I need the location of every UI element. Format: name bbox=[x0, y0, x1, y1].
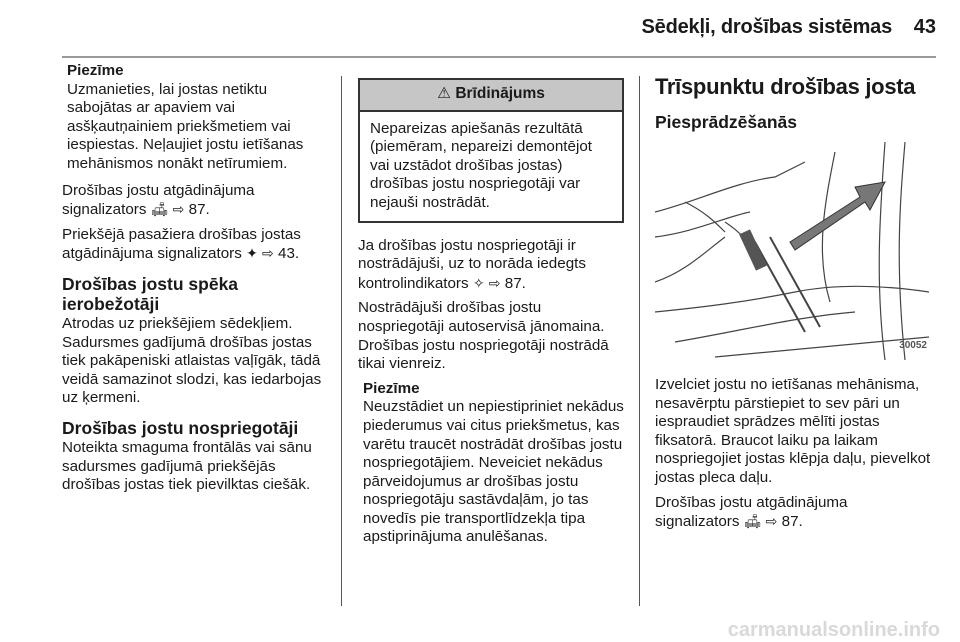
section-heading-three-point-belt: Trīspunktu drošības josta bbox=[655, 74, 916, 99]
seatbelt-fastening-drawing bbox=[655, 142, 929, 360]
page-reference-arrow-icon: ⇨ bbox=[488, 274, 501, 291]
paragraph: Nostrādājuši drošības jostu nospriegotāji autoservisā jānomaina. Drošības jostu nospriegotāji nostrādā tikai vienreiz. bbox=[358, 299, 609, 373]
passenger-seatbelt-reminder-icon: ✦ bbox=[246, 245, 258, 262]
header-rule bbox=[62, 56, 936, 58]
paragraph bbox=[62, 226, 328, 264]
note-title: Piezīme bbox=[363, 379, 420, 397]
column-divider bbox=[639, 76, 640, 606]
warning-box bbox=[358, 78, 624, 223]
warning-text: Nepareizas apiešanās rezultātā (piemēram, nepareizi demontējot vai uzstādot drošības jostas) drošības jostu nospriegotāji var nejauši nostrādāt. bbox=[370, 119, 593, 211]
note-block bbox=[62, 62, 328, 174]
page-reference-arrow-icon: ⇨ bbox=[172, 201, 185, 218]
page-reference[interactable]: 87. bbox=[781, 513, 803, 531]
column-2 bbox=[358, 78, 624, 555]
paragraph-text: Ja drošības jostu nospriegotāji ir nostrādājuši, uz to norāda iedegts kontrolindikators bbox=[358, 236, 586, 292]
column-3 bbox=[655, 62, 935, 538]
section-heading-pretensioners: Drošības jostu nospriegotāji bbox=[62, 417, 299, 438]
page-number: 43 bbox=[913, 16, 936, 38]
watermark: carmanualsonline.info bbox=[727, 619, 940, 641]
paragraph bbox=[62, 182, 328, 220]
page-reference-arrow-icon: ⇨ bbox=[765, 513, 778, 530]
page-reference[interactable]: 87. bbox=[504, 274, 526, 292]
note-text: Neuzstādiet un nepiestipriniet nekādus piederumus vai citus priekšmetus, kas varētu traucēt nostrādāt drošības jostu nospriegotājiem. Neveiciet nekādus pārveidojumus ar drošības jostu nospriegotāju sastāvdaļām, jo tas novedīs pie transportlīdzekļa tipa apstiprinājuma anulēšanas. bbox=[363, 398, 624, 546]
page-reference[interactable]: 87. bbox=[188, 201, 210, 219]
note-title: Piezīme bbox=[67, 62, 124, 79]
note-block bbox=[358, 380, 624, 547]
section-heading-limiters: Drošības jostu spēka ierobežotāji bbox=[62, 273, 239, 314]
page-reference-arrow-icon: ⇨ bbox=[262, 245, 274, 262]
paragraph: Atrodas uz priekšējiem sēdekļiem. Sadursmes gadījumā drošības jostas tiek pakāpeniski atlaistas vaļīgāk, tādā veidā samazinot slodzi, kas iedarbojas uz ķermeni. bbox=[62, 314, 322, 407]
warning-title: Brīdinājums bbox=[455, 85, 545, 102]
running-head: Sēdekļi, drošības sistēmas bbox=[641, 16, 892, 38]
figure-number: 30052 bbox=[899, 340, 927, 352]
paragraph-text: Priekšējā pasažiera drošības jostas atgādinājuma signalizators bbox=[62, 225, 301, 263]
note-text: Uzmanieties, lai jostas netiktu sabojātas ar apaviem vai asšķautņainiem priekšmetiem vai iespiestas. Neļaujiet jostu ietīšanas mehānismos nonākt netīrumiem. bbox=[67, 80, 304, 172]
paragraph-text: Drošības jostu atgādinājuma signalizators bbox=[62, 181, 255, 219]
warning-triangle-icon: ⚠ bbox=[437, 85, 451, 102]
column-divider bbox=[341, 76, 342, 606]
paragraph bbox=[358, 237, 624, 294]
belt-tensioner-indicator-icon: ✧ bbox=[472, 274, 485, 291]
paragraph: Noteikta smaguma frontālās vai sānu sadursmes gadījumā priekšējās drošības jostas tiek pievilktas ciešāk. bbox=[62, 438, 312, 494]
seatbelt-illustration bbox=[655, 142, 929, 360]
seatbelt-reminder-icon: 🛋 bbox=[150, 201, 169, 218]
paragraph bbox=[655, 494, 935, 532]
page-reference[interactable]: 43. bbox=[278, 245, 300, 263]
column-1 bbox=[62, 62, 328, 501]
paragraph-text: Drošības jostu atgādinājuma signalizators bbox=[655, 493, 848, 531]
seatbelt-reminder-icon: 🛋 bbox=[743, 513, 762, 530]
subsection-heading-fastening: Piesprādzēšanās bbox=[655, 112, 798, 132]
warning-header bbox=[360, 80, 622, 112]
paragraph: Izvelciet jostu no ietīšanas mehānisma, nesavērptu pārstiepiet to sev pāri un iespraudiet sprādzes mēlīti jostas fiksatorā. Braucot laiku pa laikam nospriegojiet jostas klēpja daļu, pievelkot jostas pleca daļu. bbox=[655, 376, 931, 486]
